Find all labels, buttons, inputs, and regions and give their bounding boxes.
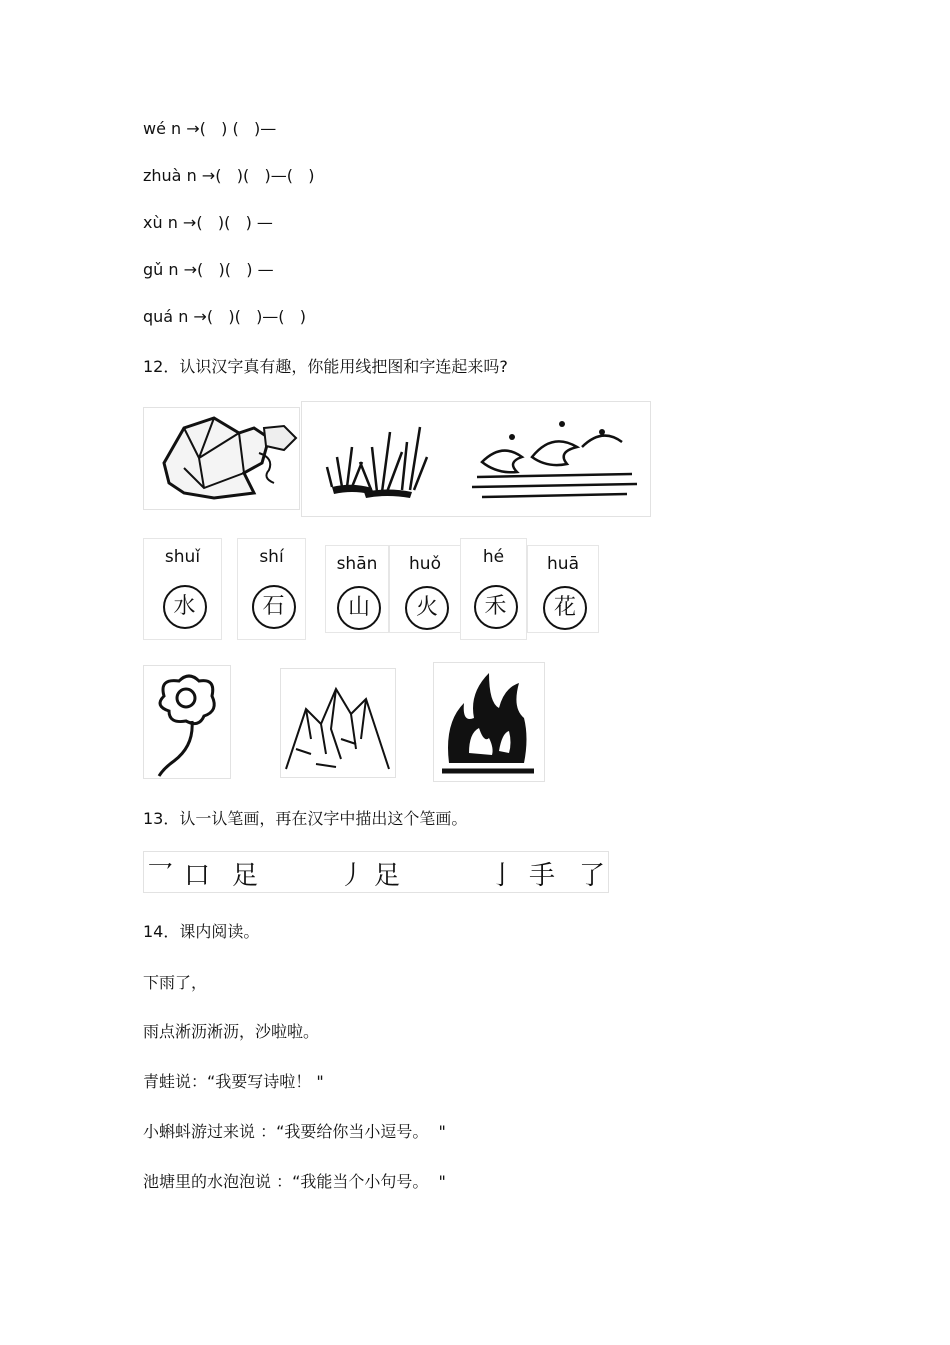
reading-line-2: 雨点淅沥淅沥，沙啦啦。 — [143, 1022, 320, 1041]
question-13-title: 13．认一认笔画，再在汉字中描出这个笔画。 — [143, 809, 468, 828]
char-card-shui[interactable] — [143, 538, 222, 640]
card-character: 水 — [163, 585, 207, 629]
fire-image — [433, 662, 545, 782]
stroke-character[interactable]: 口 — [184, 861, 211, 891]
card-pinyin: shān — [336, 554, 378, 574]
card-character: 石 — [252, 585, 296, 629]
stroke-character[interactable]: 手 — [529, 861, 556, 891]
char-card-he[interactable] — [460, 538, 527, 640]
pinyin-line-1: wé n →( ) ( )— — [143, 119, 277, 138]
reading-line-1: 下雨了， — [143, 973, 208, 992]
char-card-shan[interactable] — [325, 545, 389, 633]
stroke-sample: 亅 — [489, 861, 516, 891]
question-12-title: 12．认识汉字真有趣，你能用线把图和字连起来吗? — [143, 357, 508, 376]
pinyin-line-2: zhuà n →( )( )—( ) — [143, 166, 315, 185]
pinyin-line-4: gǔ n →( )( ) — — [143, 260, 274, 279]
stroke-practice-strip — [143, 851, 609, 893]
card-pinyin: huā — [547, 554, 579, 574]
pinyin-line-5: quá n →( )( )—( ) — [143, 307, 307, 326]
card-character: 禾 — [474, 585, 518, 629]
card-character: 花 — [543, 586, 587, 630]
pinyin-line-3: xù n →( )( ) — — [143, 213, 273, 232]
stroke-character[interactable]: 足 — [232, 861, 259, 891]
mountain-image — [280, 668, 396, 778]
card-pinyin: hé — [482, 547, 505, 567]
grass-and-water-image — [301, 401, 651, 517]
stroke-sample: 丿 — [339, 861, 366, 891]
stroke-character[interactable]: 了 — [579, 861, 606, 891]
reading-line-3: 青蛙说：“我要写诗啦！ " — [143, 1072, 324, 1091]
card-pinyin: huǒ — [409, 554, 441, 574]
stroke-character[interactable]: 足 — [374, 861, 401, 891]
card-pinyin: shí — [259, 547, 284, 567]
flower-image — [143, 665, 231, 779]
question-14-title: 14．课内阅读。 — [143, 922, 260, 941]
char-card-huo[interactable] — [389, 545, 461, 633]
card-character: 火 — [405, 586, 449, 630]
card-character: 山 — [337, 586, 381, 630]
char-card-hua[interactable] — [527, 545, 599, 633]
rock-image — [143, 407, 300, 510]
reading-line-4: 小蝌蚪游过来说 ：“我要给你当小逗号。 " — [143, 1122, 446, 1141]
stroke-sample: 乛 — [147, 861, 174, 891]
char-card-shi[interactable] — [237, 538, 306, 640]
card-pinyin: shuǐ — [164, 547, 201, 567]
reading-line-5: 池塘里的水泡泡说 ：“我能当个小句号。 " — [143, 1172, 446, 1191]
